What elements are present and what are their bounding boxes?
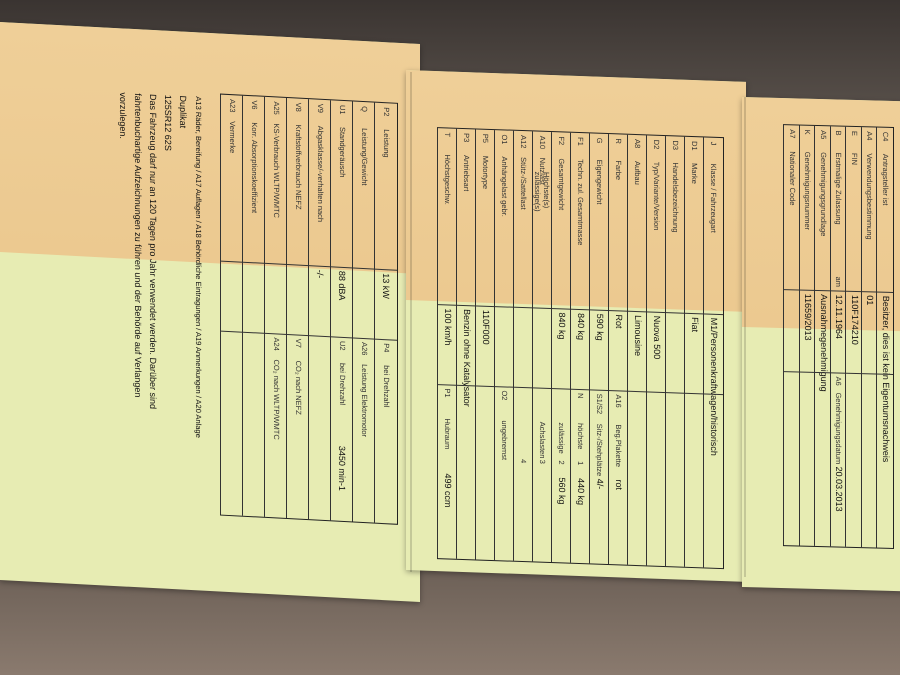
cell-code: P3 bbox=[462, 132, 471, 143]
cell-label: Marke bbox=[690, 162, 699, 185]
cell-value2 bbox=[495, 475, 514, 476]
cell-label: Verwendungsbestimmung bbox=[865, 153, 875, 240]
note-line: 125SR12 62S bbox=[163, 94, 173, 152]
cell-code2: A6 bbox=[834, 376, 844, 386]
cell-n: 4 bbox=[519, 458, 528, 464]
cell-value bbox=[495, 310, 514, 311]
cell-label2: Hubraum bbox=[443, 418, 452, 450]
table-row bbox=[570, 133, 590, 564]
cell-value: Fiat bbox=[690, 316, 700, 333]
table-row bbox=[846, 127, 863, 547]
cell-label: Erstmalige Zulassung bbox=[834, 152, 844, 225]
cell-code: A8 bbox=[633, 138, 642, 149]
table-row bbox=[589, 133, 609, 564]
cell-code2: U2 bbox=[338, 340, 347, 351]
cell-code: Q bbox=[360, 105, 369, 113]
cell-code: F1 bbox=[576, 136, 585, 147]
cell-value: 100 km/h bbox=[443, 308, 453, 346]
table-row bbox=[220, 95, 243, 516]
cell-value2: 499 ccm bbox=[443, 473, 453, 508]
cell-label2: Genehmigungsdatum bbox=[834, 392, 844, 465]
cell-value: 12.11.1964 bbox=[834, 294, 845, 340]
cell-value: 88 dBA bbox=[337, 270, 347, 301]
note-line: Duplikat bbox=[178, 95, 188, 129]
table-row bbox=[494, 130, 514, 561]
cell-value: Ausnahmegenehmigung bbox=[819, 294, 829, 392]
cell-n: 2 bbox=[557, 460, 566, 465]
cell-label2: ungebremst bbox=[500, 420, 509, 461]
cell-code: C4 bbox=[881, 131, 890, 142]
cell-value: 840 kg bbox=[557, 312, 567, 340]
cell-label: Eigengewicht bbox=[595, 159, 604, 205]
cell-code2: V7 bbox=[294, 338, 303, 349]
group-label: zulässige(s) bbox=[533, 171, 542, 212]
table-row bbox=[830, 126, 847, 546]
cell-code: A10 bbox=[538, 135, 547, 150]
cell-am: am bbox=[834, 276, 844, 288]
cell-value: 11659/2013 bbox=[803, 293, 814, 341]
cell-code: D1 bbox=[690, 140, 699, 151]
cell-code: G bbox=[595, 137, 604, 144]
cell-label: Genehmigungsgrundlage bbox=[819, 152, 828, 237]
cell-code: V8 bbox=[294, 102, 303, 113]
table-row bbox=[703, 137, 723, 568]
note-line: vorzulegen. bbox=[118, 92, 128, 140]
cell-code: B bbox=[834, 130, 844, 136]
cell-value: 110F000 bbox=[481, 309, 491, 345]
cell-code: D3 bbox=[671, 140, 680, 151]
cell-code: A5 bbox=[819, 130, 828, 140]
cell-value: Nuova 500 bbox=[652, 315, 662, 360]
cell-value bbox=[243, 266, 265, 267]
cell-value: Limousine bbox=[633, 314, 643, 357]
cell-value bbox=[221, 265, 243, 266]
table-row bbox=[242, 96, 265, 517]
cell-label2: Achslasten bbox=[538, 421, 547, 459]
tech-data-table bbox=[220, 94, 398, 525]
cell-value: Rot bbox=[614, 314, 624, 329]
cell-value: 590 kg bbox=[595, 313, 605, 341]
cell-label: Nationaler Code bbox=[788, 151, 797, 206]
cell-code2: N bbox=[576, 392, 585, 399]
cell-label: Anhängelast gebr. bbox=[500, 156, 509, 218]
cell-label: Leistung bbox=[382, 129, 391, 158]
table-row bbox=[437, 128, 457, 559]
cell-label: Aufbau bbox=[633, 160, 642, 186]
cell-label: Klasse / Fahrzeugart bbox=[709, 163, 718, 234]
cell-label2: höchste bbox=[576, 422, 585, 450]
cell-label: Gesamtgewicht bbox=[557, 158, 566, 211]
cell-label2: bei Drehzahl bbox=[338, 362, 347, 406]
cell-code: D2 bbox=[652, 139, 661, 150]
cell-label: Leistung/Gewicht bbox=[360, 127, 369, 186]
cell-label: Nutzlast bbox=[538, 157, 547, 186]
cell-value: -/- bbox=[315, 269, 325, 279]
table-row bbox=[608, 134, 628, 565]
cell-label: Farbe bbox=[614, 160, 623, 181]
cell-code: A25 bbox=[272, 101, 281, 116]
cell-code2: A24 bbox=[272, 337, 281, 352]
cell-code2: A16 bbox=[614, 394, 623, 408]
cell-value2 bbox=[265, 442, 287, 443]
table-row bbox=[815, 126, 832, 546]
cell-label: Antragsteller ist bbox=[881, 153, 890, 206]
table-row bbox=[456, 129, 476, 560]
cell-label: Abgasklasse/-verhalten nach bbox=[316, 125, 325, 223]
cell-value2 bbox=[533, 476, 552, 477]
cell-code: R bbox=[614, 138, 623, 144]
cell-code: V6 bbox=[250, 100, 259, 110]
document-panel-left bbox=[0, 22, 420, 602]
table-row bbox=[286, 98, 309, 519]
cell-label: Motortype bbox=[481, 155, 490, 190]
cell-value2: rot bbox=[614, 479, 624, 491]
cell-label: Standgeräusch bbox=[338, 126, 347, 178]
cell-label: FIN bbox=[850, 152, 859, 166]
table-row bbox=[308, 99, 331, 520]
vehicle-data-table bbox=[437, 127, 724, 569]
cell-label: Korr. Absorptionskoeffizient bbox=[250, 122, 259, 214]
cell-code: J bbox=[709, 141, 718, 146]
cell-label2: Leistung Elektromotor bbox=[360, 363, 369, 438]
cell-code: F2 bbox=[557, 136, 566, 146]
registration-table bbox=[784, 124, 895, 549]
table-row bbox=[877, 128, 894, 548]
cell-code: A4 bbox=[865, 131, 875, 141]
table-row bbox=[264, 97, 287, 518]
note-line: Das Fahrzeug darf nur an 120 Tagen pro Jahr verwendet werden. Darüber sind bbox=[148, 93, 158, 410]
cell-value bbox=[265, 267, 287, 268]
cell-label2: Beg.Plakette bbox=[614, 424, 623, 468]
cell-code2: S1/S2 bbox=[595, 393, 604, 415]
table-row bbox=[627, 135, 647, 566]
cell-value: 01 bbox=[865, 295, 876, 306]
cell-value2 bbox=[353, 446, 375, 447]
cell-value2: 4/- bbox=[595, 478, 605, 490]
cell-code: O1 bbox=[500, 134, 509, 145]
cell-value: 110F174210 bbox=[850, 294, 860, 345]
cell-code2: A26 bbox=[360, 341, 369, 356]
cell-value bbox=[353, 271, 375, 272]
cell-value: M1/Personenkraftwagen/historisch bbox=[709, 317, 719, 457]
cell-code: T bbox=[443, 132, 452, 138]
cell-value2: 20.03.2013 bbox=[834, 466, 845, 512]
cell-code: P2 bbox=[382, 107, 391, 117]
cell-value: 13 kW bbox=[381, 272, 391, 300]
cell-label2: CO₂ nach WLTP/WMTC bbox=[272, 359, 281, 441]
cell-label: Stütz-/Sattellast bbox=[519, 156, 528, 210]
cell-n: 1 bbox=[576, 460, 585, 466]
cell-code: K bbox=[803, 129, 813, 135]
table-row bbox=[784, 125, 801, 545]
cell-value bbox=[533, 311, 552, 312]
cell-value: Besitzer, dies ist kein Eigentumsnachweis bbox=[881, 295, 891, 463]
document-panel-middle bbox=[406, 70, 746, 582]
cell-code2: P4 bbox=[382, 343, 391, 353]
cell-code: V9 bbox=[316, 103, 325, 114]
cell-value2: 3450 min-1 bbox=[337, 445, 347, 492]
cell-n: 3 bbox=[538, 459, 547, 465]
cell-code: P5 bbox=[481, 133, 490, 144]
table-row bbox=[551, 132, 571, 563]
cell-value: Benzin ohne Katalysator bbox=[462, 308, 472, 407]
cell-value: 840 kg bbox=[576, 312, 586, 341]
cell-label: Höchstgeschw. bbox=[443, 154, 452, 206]
cell-label2: bei Drehzahl bbox=[382, 365, 391, 408]
cell-code2: P1 bbox=[443, 388, 452, 398]
cell-value2: 440 kg bbox=[576, 477, 586, 506]
table-row bbox=[374, 103, 397, 524]
cell-value2 bbox=[514, 476, 533, 477]
cell-value bbox=[514, 311, 533, 312]
cell-label: Genehmigungsnummer bbox=[803, 151, 813, 231]
group-label: Höchste(s) bbox=[542, 171, 551, 209]
cell-code: A23 bbox=[228, 98, 237, 113]
cell-value2 bbox=[287, 443, 309, 444]
cell-label: KS-Verbrauch WLTP/WMTC bbox=[272, 123, 281, 219]
table-row bbox=[352, 101, 375, 522]
cell-value2 bbox=[375, 448, 397, 449]
cell-code: U1 bbox=[338, 104, 347, 115]
cell-value2: 560 kg bbox=[557, 477, 567, 505]
table-row bbox=[646, 135, 666, 566]
cell-label: Techn. zul. Gesamtmasse bbox=[576, 158, 585, 246]
cell-code: A12 bbox=[519, 134, 528, 149]
cell-label: Antriebsart bbox=[462, 154, 471, 192]
cell-label: Vermerke bbox=[228, 120, 237, 154]
cell-value bbox=[666, 316, 685, 317]
cell-label2: zulässige bbox=[557, 422, 566, 454]
table-row bbox=[665, 136, 685, 567]
cell-code2: O2 bbox=[500, 390, 509, 401]
cell-label: Handelsbezeichnung bbox=[671, 162, 680, 233]
cell-label2: CO₂ nach NEFZ bbox=[294, 360, 303, 416]
table-row bbox=[684, 137, 704, 568]
cell-label2: Sitz-/Stehplätze bbox=[595, 423, 604, 477]
notes-heading: A13 Räder, Bereifung / A17 Auflagen / A18 Behördliche Eintragungen / A19 Anmerkungen / A20 Anlage bbox=[194, 96, 203, 439]
table-row bbox=[861, 127, 878, 547]
cell-code: A7 bbox=[788, 129, 797, 139]
cell-label: Kraftstoffverbrauch NEFZ bbox=[294, 124, 303, 210]
registration-document bbox=[0, 22, 900, 582]
cell-value bbox=[287, 268, 309, 269]
cell-code: E bbox=[850, 130, 859, 137]
table-row bbox=[330, 100, 353, 521]
table-row bbox=[799, 125, 816, 545]
table-row bbox=[475, 129, 495, 560]
note-line: fahrtenbuchartige Aufzeichnungen zu führen und der Behörde auf Verlangen bbox=[133, 92, 143, 398]
document-panel-right bbox=[742, 97, 900, 592]
cell-label: Typ/Variante/Version bbox=[652, 161, 661, 231]
